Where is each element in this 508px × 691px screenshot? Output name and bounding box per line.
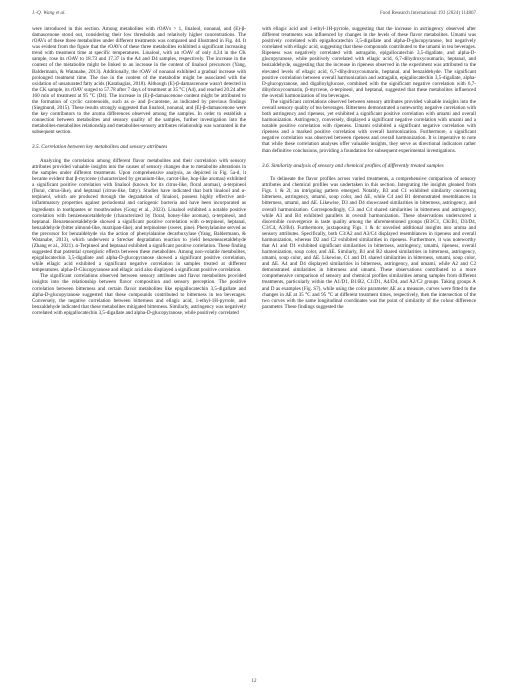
header-authors: J.-Q. Wang et al. bbox=[32, 11, 66, 16]
paragraph: were introduced in this section. Among metabolites with rOAVs > 1, linalool, nonanal, and (E)-β-damascenone stood out, considering their low thresholds and relatively higher concentrations. The rOAVs of these three metabolites under different treatments was compared and illustrated in Fig. 4d. It was evident from the figure that the rOAVs of these three metabolites exhibited a significant increasing trend with treatment time at specific temperatures. Linalool, with an rOAV of only 4.24 in the CK sample, rose its rOAV to 18.73 and 17.37 in the A4 and D4 samples, respectively. The increase in the content of the metabolite might be linked to an increase in the content of linalool precursors (Yang, Baldermann, & Watanabe, 2013). Additionally, the rOAV of nonanal exhibited a gradual increase with prolonged treatment time. The rise in the content of the metabolite might be associated with the oxidation of unsaturated fatty acids (Karabagias, 2018). Although (E)-β-damascenone wasn't detected in the CK sample, its rOAV surged to 57.78 after 7 days of treatment at 35 °C (A4), and reached 20.24 after 160 min of treatment at 95 °C (D4). The increase in (E)-β-damascenone content might be attributed to the formation of cyclic carotenoids, such as α- and β-carotene, as indicated by previous findings (Siegmund, 2015). These results strongly suggested that linalool, nonanal, and (E)-β-damascenone were the key contributors to the aroma differences observed among the samples. In order to establish a connection between metabolites and sensory quality of the samples, further investigation into the metabolites-metabolites relationship and metabolites-sensory attributes relationship was warranted in the subsequent section. bbox=[32, 26, 246, 136]
paragraph: Analyzing the correlation among different flavor metabolites and their correlation with sensory attributes provided valuable insights into the causes of sensory changes due to metabolite alterations in the samples under different treatments. Upon comprehensive analysis, as depicted in Fig. 5a-d, it became evident that β-myrcene (characterized by geranium-like, carrot-like, hop-like aromas) exhibited a significant positive correlation with linalool (known for its citrus-like, floral aromas), α-terpineol (floral, citrus-like), and heptanal (citrus-like, fatty). Studies have indicated that both linalool and α-terpineol, which are produced through the degradation of linalool, possess highly effective anti-inflammatory properties against periodontal and cariogenic bacteria and have been incorporated as ingredients in toothpastes or mouthwashes (Gong et al., 2023). Linalool exhibited a notable positive correlation with benzeneacetaldehyde (characterized by floral, honey-like aromas), α-terpineol, and heptanal. Benzeneacetaldehyde showed a significant positive correlation with α-terpineol, heptanal, benzaldehyde (bitter almond-like, marzipan-like), and terpinolene (sweet, pine). Phenylalanine served as the precursor for benzaldehyde via the action of phenylalanine decarboxylase (Yang, Baldermann, & Watanabe, 2013), which underwent a Strecker degradation reaction to yield benzeneacetaldehyde (Zhang et al., 2021). α-Terpineol and heptanal exhibited a significant positive correlation. These finding suggested that potential synergistic effects between these metabolites. Among non-volatile metabolites, epigallocatechin 3,5-digallate and alpha-D-glucopyranose showed a significant positive correlation, while ellagic acid exhibited a significant negative correlation in samples treated at different temperatures. alpha-D-Glucopyranose and ellagic acid also displayed a significant positive correlation. bbox=[32, 157, 246, 274]
paragraph: The significant correlations observed between sensory attributes provided valuable insights into the overall sensory quality of tea beverages. Bitterness demonstrated a noteworthy negative correlation with both astringency and ripeness, yet exhibited a significant positive correlation with umami and overall harmonization. Astringency, conversely, displayed a significant negative correlation with umami and a notable positive correlation with ripeness. Umami exhibited a significant negative correlation with ripeness and a marked positive correlation with overall harmonization. Furthermore, a significant negative correlation was observed between ripeness and overall harmonization. It is imperative to note that while these correlation analyses offer valuable insights, they serve as directional indicators rather than definitive conclusions, providing a foundation for subsequent experimental investigations. bbox=[262, 98, 476, 154]
paragraph: To delineate the flavor profiles across varied treatments, a comprehensive comparison of sensory attributes and chemical profiles was undertaken in this section. Integrating the insights gleaned from Figs. 1 & 2l, an intriguing pattern emerged. Notably, B3 and C1 exhibited similarity concerning bitterness, astringency, umami, soup color, and ΔE, while C4 and B1 demonstrated resemblances in bitterness, umami, and ΔE. Likewise, D3 and D4 showcased similarities in bitterness, astringency, and overall harmonization. Correspondingly, C3 and C4 shared similarities in bitterness and astringency, while A3 and B4 exhibited parallels in overall harmonization. These observations underscored a discernible convergence in taste quality among the aforementioned groups (B3/C1, CK/B1, D3/D4, C3/C4, A3/B4). Furthermore, juxtaposing Figs. 1 & 4c unveiled additional insights into aroma and sensory attributes. Specifically, both C3/A2 and A3/C4 displayed resemblances in ripeness and overall harmonization, whereas D2 and C2 exhibited similarities in ripeness. Furthermore, it was noteworthy that A1 and D1 exhibited significant similarities in bitterness, astringency, umami, ripeness, overall harmonization, soup color, and ΔE. Similarly, B1 and B2 shared similarities in bitterness, astringency, umami, soup color, and ΔE. Likewise, C1 and D1 shared similarities in bitterness, umami, soup color, and ΔE. A4 and D4 displayed similarities in bitterness, astringency, and umami, while A2 and C2 demonstrated similarities in bitterness and umami. These observations contributed to a more comprehensive comparison of sensory and chemical profiles similarities among samples from different treatments, particularly within the A1/D1, B1/B2, C1/D1, A4/D4, and A2/C2 groups. Taking groups A and D as examples (Fig. S7), while using the color parameter ΔE as a measure, curves were fitted to the changes in ΔE at 35 °C and 95 °C at different treatment times, respectively, then the intersection of the two curves with the same longitudinal coordinates was the point of similarity of the colour difference parameter. These findings suggested the bbox=[262, 176, 476, 310]
page-number: 12 bbox=[251, 679, 257, 684]
section-heading: 3.6. Similarity analysis of sensory and chemical profiles of differently treated samples bbox=[262, 162, 444, 169]
section-heading: 3.5. Correlation between key metabolites and sensory attributes bbox=[32, 144, 168, 151]
paragraph: with ellagic acid and 1-ethyl-1H-pyrrole, suggesting that the increase in astringency observed after different treatments was influenced by changes in the levels of these flavor metabolites. Umami was positively correlated with epigallocatechin 3,5-digallate and alpha-D-glucopyranose, but negatively correlated with ellagic acid, suggesting that these compounds contributed to the umami in tea beverages. Ripeness was negatively correlated with astragalin, epigallocatechin 3,5-digallate, and alpha-D-glucopyranose, while positively correlated with ellagic acid, 6,7-dihydroxycoumarin, heptanal, and benzaldehyde, suggesting that the increase in ripeness observed in the experiment was attributed to the elevated levels of ellagic acid, 6,7-dihydroxycoumarin, heptanal, and benzaldehyde. The significant positive correlation between overall harmonization and astragalin, epigallocatechin 3,5-digallate, alpha-D-glucopyranose, and digalloylglucose, combined with the significant negative correlation with 6,7-dihydroxycoumarin, β-myrcene, α-terpineol, and heptanal, suggested that these metabolites influenced the overall harmonization of tea beverages. bbox=[262, 26, 476, 99]
left-column bbox=[32, 26, 246, 316]
running-header bbox=[32, 11, 476, 16]
right-column bbox=[262, 26, 476, 310]
header-journal: Food Research International 193 (2024) 114867 bbox=[379, 11, 476, 16]
paragraph: The significant correlations observed between sensory attributes and flavor metabolites provided insights into the relationship between flavor composition and sensory perception. The positive correlation between bitterness and certain flavor metabolites like epigallocatechin 3,5-digallate and alpha-D-glucopyranose suggested that these compounds contributed to bitterness in tea beverages. Conversely, the negative correlation between bitterness and ellagic acid, 1-ethyl-1H-pyrrole, and benzaldehyde indicated that these metabolites mitigated bitterness. Similarly, astringency was negatively correlated with epigallocatechin 3,5-digallate and alpha-D-glucopyranose, while positively correlated bbox=[32, 273, 246, 316]
